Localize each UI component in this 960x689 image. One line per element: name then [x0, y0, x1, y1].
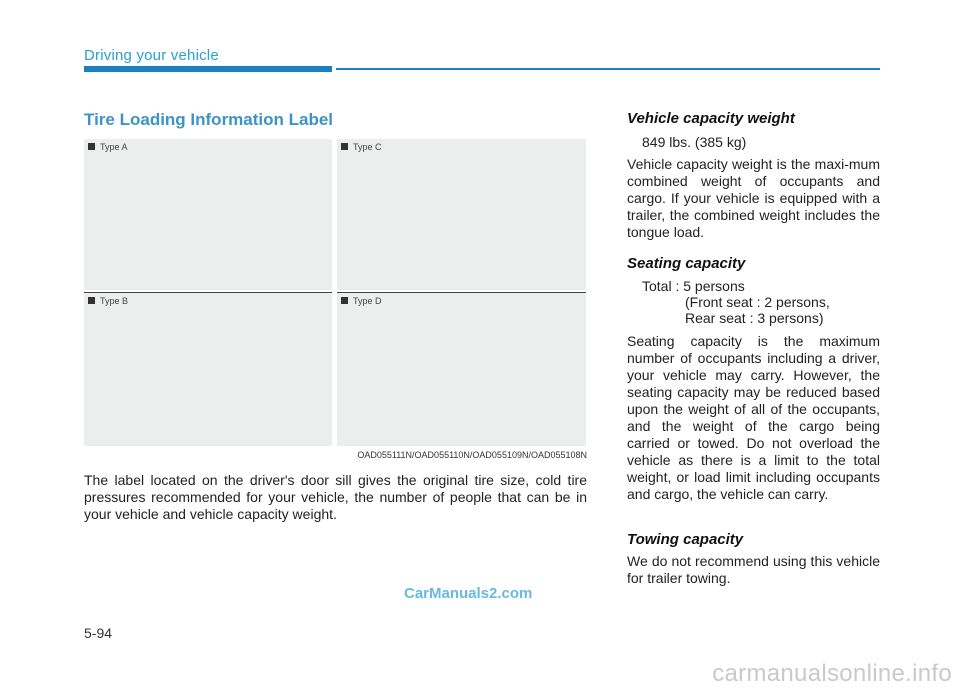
- header-divider-thin: [336, 68, 880, 70]
- section-title: Tire Loading Information Label: [84, 110, 334, 129]
- panel-type-b-label: Type B: [88, 296, 128, 306]
- vehicle-capacity-text: Vehicle capacity weight is the maxi-mum combined weight of occupants and cargo. If your vehicle is equipped with a trailer, the combined weight includes the tongue load.: [627, 156, 880, 240]
- vehicle-capacity-value: 849 lbs. (385 kg): [642, 134, 747, 150]
- body-paragraph: The label located on the driver's door sill gives the original tire size, cold tire pressures recommended for your vehicle, the number of people that can be in your vehicle and vehicle capacity weight.: [84, 472, 587, 522]
- square-bullet-icon: [341, 297, 348, 304]
- header-section-title: Driving your vehicle: [84, 47, 219, 64]
- panel-type-d: [337, 292, 586, 446]
- square-bullet-icon: [88, 297, 95, 304]
- tire-label-figure: [84, 139, 586, 445]
- square-bullet-icon: [88, 143, 95, 150]
- panel-type-b: [84, 292, 332, 446]
- square-bullet-icon: [341, 143, 348, 150]
- towing-capacity-heading: Towing capacity: [627, 531, 744, 548]
- seating-rear: Rear seat : 3 persons): [685, 310, 824, 326]
- panel-type-a-label: Type A: [88, 142, 128, 152]
- panel-type-c-label: Type C: [341, 142, 382, 152]
- panel-type-d-label: Type D: [341, 296, 382, 306]
- header-divider-thick: [84, 66, 332, 72]
- figure-code: OAD055111N/OAD055110N/OAD055109N/OAD055108N: [357, 450, 587, 460]
- seating-capacity-heading: Seating capacity: [627, 255, 746, 272]
- seating-capacity-text: Seating capacity is the maximum number of occupants including a driver, your vehicle may carry. However, the seating capacity may be reduced based upon the weight of all of the occupants, and the weight of the cargo being carried or towed. Do not overload the vehicle as there is a limit to the total weight, or load limit including occupants and cargo, the vehicle can carry.: [627, 333, 880, 502]
- footer-site-watermark: carmanualsonline.info: [712, 660, 952, 687]
- panel-type-c: [337, 139, 586, 290]
- towing-capacity-text: We do not recommend using this vehicle for trailer towing.: [627, 553, 880, 586]
- vehicle-capacity-heading: Vehicle capacity weight: [627, 110, 795, 127]
- seating-front: (Front seat : 2 persons,: [685, 294, 830, 310]
- seating-total: Total : 5 persons: [642, 278, 745, 294]
- page-number: 5-94: [84, 625, 113, 641]
- watermark-link[interactable]: CarManuals2.com: [404, 585, 533, 602]
- panel-type-a: [84, 139, 332, 290]
